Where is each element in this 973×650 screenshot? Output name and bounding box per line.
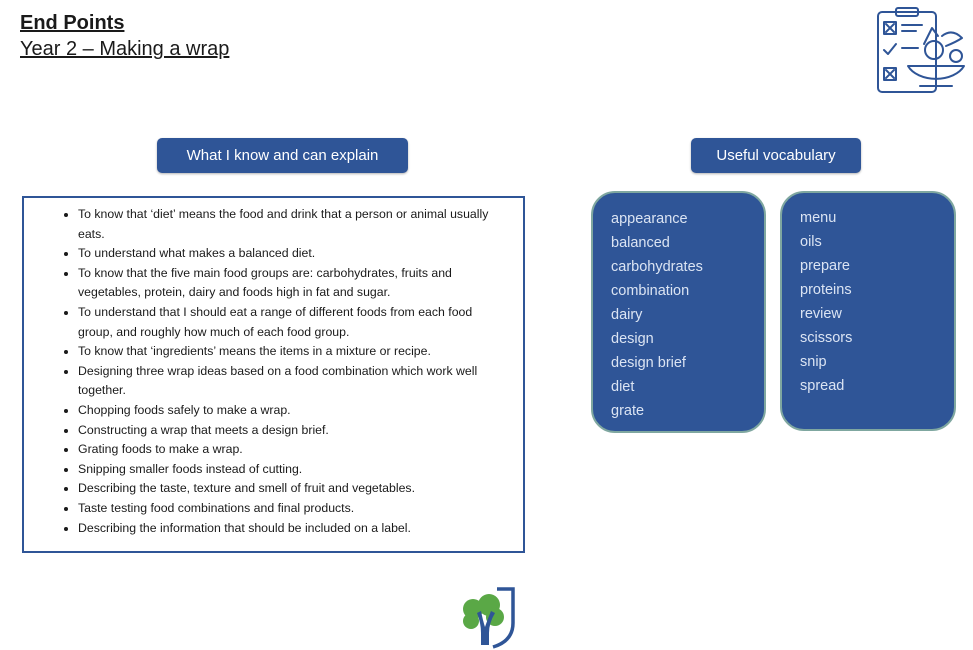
vocab-word: balanced xyxy=(611,235,670,251)
list-item: • Constructing a wrap that meets a design brief. xyxy=(78,421,509,441)
know-heading: What I know and can explain xyxy=(157,138,408,173)
vocab-word: snip xyxy=(800,354,827,370)
vocab-box-left xyxy=(591,191,766,433)
vocab-word: proteins xyxy=(800,282,852,298)
vocab-word: menu xyxy=(800,210,837,226)
vocab-word: prepare xyxy=(800,258,850,274)
vocab-heading: Useful vocabulary xyxy=(691,138,861,173)
vocab-word: carbohydrates xyxy=(611,259,703,275)
know-list xyxy=(24,198,523,538)
list-item: • To understand what makes a balanced diet. xyxy=(78,244,509,264)
vocab-word: dairy xyxy=(611,307,643,323)
vocab-word: design xyxy=(611,331,654,347)
vocab-word: grate xyxy=(611,403,645,419)
vocab-word: review xyxy=(800,306,842,322)
list-item: • Chopping foods safely to make a wrap. xyxy=(78,401,509,421)
page-title: End Points xyxy=(20,12,125,34)
list-item: • To understand that I should eat a range of different foods from each food group, and roughly how much of each food group. xyxy=(78,303,509,342)
checklist-salad-bowl-icon xyxy=(872,6,968,96)
vocab-word: diet xyxy=(611,379,635,395)
list-item: • Grating foods to make a wrap. xyxy=(78,440,509,460)
vocab-word: oils xyxy=(800,234,822,250)
list-item: • Designing three wrap ideas based on a food combination which work well together. xyxy=(78,362,509,401)
page-subtitle: Year 2 – Making a wrap xyxy=(20,38,230,60)
vocab-word: scissors xyxy=(800,330,853,346)
list-item: • Describing the information that should be included on a label. xyxy=(78,519,509,539)
vocab-box-right xyxy=(780,191,956,431)
tree-shield-logo xyxy=(459,587,515,649)
vocab-word: spread xyxy=(800,378,845,394)
list-item: • Describing the taste, texture and smell of fruit and vegetables. xyxy=(78,479,509,499)
vocab-word: design brief xyxy=(611,355,686,371)
list-item: • To know that the five main food groups are: carbohydrates, fruits and vegetables, protein, dairy and foods high in fat and sugar. xyxy=(78,264,509,303)
list-item: • To know that ‘diet’ means the food and drink that a person or animal usually eats. xyxy=(78,205,509,244)
list-item: • To know that ‘ingredients’ means the items in a mixture or recipe. xyxy=(78,342,509,362)
vocab-word: appearance xyxy=(611,211,688,227)
know-list-box xyxy=(22,196,525,553)
vocab-word: combination xyxy=(611,283,690,299)
list-item: • Taste testing food combinations and final products. xyxy=(78,499,509,519)
list-item: • Snipping smaller foods instead of cutting. xyxy=(78,460,509,480)
